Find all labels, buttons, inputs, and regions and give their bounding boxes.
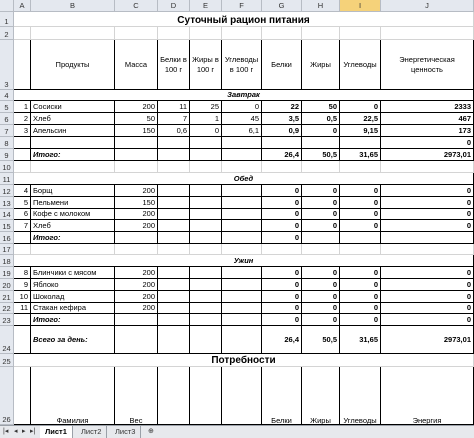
item-energy[interactable]: 0 [381,291,474,303]
header-protein-per100[interactable]: Белки в 100 г [158,40,190,90]
total-p[interactable]: 26,4 [262,149,302,161]
item-number[interactable]: 9 [14,279,31,291]
cell-D14[interactable] [158,209,190,220]
cell-E14[interactable] [190,209,222,220]
item-carb[interactable]: 0 [340,291,381,303]
cell-H8[interactable] [302,137,340,149]
item-carb[interactable]: 0 [340,279,381,291]
item-fat-per100[interactable]: 25 [190,101,222,113]
cell-C17[interactable] [115,244,158,255]
item-number[interactable]: 2 [14,113,31,125]
cell-D12[interactable] [158,185,190,197]
cell-D15[interactable] [158,220,190,232]
item-carb[interactable]: 0 [340,303,381,314]
cell-F9[interactable] [222,149,262,161]
item-mass[interactable]: 200 [115,209,158,220]
cell-A17[interactable] [14,244,31,255]
blank-energy[interactable]: 0 [381,137,474,149]
cell-F21[interactable] [222,291,262,303]
cell-B2[interactable] [31,27,115,40]
cell-A9[interactable] [14,149,31,161]
cell-A23[interactable] [14,314,31,326]
sheet-tab-bar [0,425,474,438]
item-fat[interactable]: 0 [302,209,340,220]
cell-C23[interactable] [115,314,158,326]
row-header-5[interactable]: 5 [0,101,14,113]
needs-header-protein[interactable]: Белки [262,367,302,425]
item-name[interactable]: Кофе с молоком [31,209,115,220]
cell-G2[interactable] [262,27,302,40]
row-header-17[interactable]: 17 [0,244,14,255]
cell-C9[interactable] [115,149,158,161]
header-protein[interactable]: Белки [262,40,302,90]
cell-D22[interactable] [158,303,190,314]
cell-F8[interactable] [222,137,262,149]
item-number[interactable]: 11 [14,303,31,314]
item-protein-per100[interactable]: 0,6 [158,125,190,137]
total-c[interactable]: 0 [340,314,381,326]
item-energy[interactable]: 173 [381,125,474,137]
needs-header-fat[interactable]: Жиры [302,367,340,425]
prev-sheet-icon[interactable]: ◂ [14,428,18,435]
cell-D8[interactable] [158,137,190,149]
cell-J2[interactable] [381,27,474,40]
item-mass[interactable]: 150 [115,197,158,209]
total-c[interactable]: 31,65 [340,326,381,354]
item-protein[interactable]: 3,5 [262,113,302,125]
item-carb[interactable]: 0 [340,197,381,209]
row-header-8[interactable]: 8 [0,137,14,149]
cell-C24[interactable] [115,326,158,354]
column-header-I[interactable]: I [340,0,381,12]
total-c[interactable]: 31,65 [340,149,381,161]
item-carb[interactable]: 0 [340,101,381,113]
item-carb-per100[interactable]: 6,1 [222,125,262,137]
row-header-7[interactable]: 7 [0,125,14,137]
item-name[interactable]: Блинчики с мясом [31,267,115,279]
cell-F15[interactable] [222,220,262,232]
next-sheet-icon[interactable]: ▸ [22,428,26,435]
cell-A24[interactable] [14,326,31,354]
cell-E12[interactable] [190,185,222,197]
cell-D17[interactable] [158,244,190,255]
cell-E21[interactable] [190,291,222,303]
row-header-6[interactable]: 6 [0,113,14,125]
cell-C2[interactable] [115,27,158,40]
row-header-19[interactable]: 19 [0,267,14,279]
row-header-3[interactable]: 3 [0,40,14,90]
item-energy[interactable]: 0 [381,279,474,291]
column-header-J[interactable]: J [381,0,474,12]
cell-E8[interactable] [190,137,222,149]
total-label[interactable]: Итого: [31,149,115,161]
item-fat[interactable]: 50 [302,101,340,113]
item-protein-per100[interactable]: 7 [158,113,190,125]
item-name[interactable]: Стакан кефира [31,303,115,314]
cell-D2[interactable] [158,27,190,40]
cell-E19[interactable] [190,267,222,279]
total-c[interactable] [340,232,381,244]
cell-D9[interactable] [158,149,190,161]
section-breakfast[interactable]: Завтрак [14,90,474,101]
total-e[interactable] [381,232,474,244]
item-protein[interactable]: 0 [262,279,302,291]
needs-header-surname[interactable]: Фамилия [31,367,115,425]
row-header-21[interactable]: 21 [0,291,14,303]
item-protein[interactable]: 0 [262,185,302,197]
item-protein[interactable]: 0 [262,220,302,232]
cell-D10[interactable] [158,161,190,173]
row-header-13[interactable]: 13 [0,197,14,209]
item-mass[interactable]: 50 [115,113,158,125]
total-p[interactable]: 26,4 [262,326,302,354]
header-products[interactable]: Продукты [31,40,115,90]
item-protein[interactable]: 22 [262,101,302,113]
section-lunch[interactable]: Обед [14,173,474,185]
header-fat-per100[interactable]: Жиры в 100 г [190,40,222,90]
item-energy[interactable]: 0 [381,220,474,232]
item-fat[interactable]: 0 [302,279,340,291]
item-fat[interactable]: 0 [302,197,340,209]
cell-D24[interactable] [158,326,190,354]
total-label[interactable]: Итого: [31,314,115,326]
item-energy[interactable]: 2333 [381,101,474,113]
item-fat[interactable]: 0 [302,267,340,279]
item-carb-per100[interactable]: 45 [222,113,262,125]
needs-header-energy[interactable]: Энергия [381,367,474,425]
cell-E2[interactable] [190,27,222,40]
cell-J10[interactable] [381,161,474,173]
item-energy[interactable]: 0 [381,185,474,197]
header-energy[interactable]: Энергетическая ценность [381,40,474,90]
cell-F12[interactable] [222,185,262,197]
row-header-16[interactable]: 16 [0,232,14,244]
item-fat-per100[interactable]: 1 [190,113,222,125]
cell-E20[interactable] [190,279,222,291]
item-mass[interactable]: 200 [115,303,158,314]
item-energy[interactable]: 0 [381,267,474,279]
cell-F23[interactable] [222,314,262,326]
item-energy[interactable]: 467 [381,113,474,125]
column-header-G[interactable]: G [262,0,302,12]
item-fat[interactable]: 0 [302,220,340,232]
cell-H17[interactable] [302,244,340,255]
cell-D13[interactable] [158,197,190,209]
cell-J17[interactable] [381,244,474,255]
item-energy[interactable]: 0 [381,209,474,220]
cell-H10[interactable] [302,161,340,173]
item-carb[interactable]: 9,15 [340,125,381,137]
header-carb-per100[interactable]: Углеводы в 100 г [222,40,262,90]
item-fat[interactable]: 0 [302,185,340,197]
row-header-4[interactable]: 4 [0,90,14,101]
item-number[interactable]: 3 [14,125,31,137]
item-name[interactable]: Апельсин [31,125,115,137]
item-fat-per100[interactable]: 0 [190,125,222,137]
cell-E17[interactable] [190,244,222,255]
cell-A8[interactable] [14,137,31,149]
item-mass[interactable]: 200 [115,220,158,232]
item-number[interactable]: 5 [14,197,31,209]
last-sheet-icon[interactable]: ▸| [30,428,36,435]
cell-I8[interactable] [340,137,381,149]
item-carb[interactable]: 0 [340,267,381,279]
column-header-B[interactable]: B [31,0,115,12]
cell-C8[interactable] [115,137,158,149]
cell-B17[interactable] [31,244,115,255]
cell-E24[interactable] [190,326,222,354]
column-header-A[interactable]: A [14,0,31,12]
cell-F14[interactable] [222,209,262,220]
column-header-C[interactable]: C [115,0,158,12]
needs-header-blank[interactable] [222,367,262,425]
tab-sheet2[interactable]: Лист2 [76,426,107,438]
cell-F13[interactable] [222,197,262,209]
item-fat[interactable]: 0 [302,303,340,314]
insert-sheet-icon[interactable]: ⊕ [148,428,154,435]
total-e[interactable]: 2973,01 [381,149,474,161]
needs-header-carb[interactable]: Углеводы [340,367,381,425]
tab-sheet3[interactable]: Лист3 [110,426,141,438]
item-carb[interactable]: 0 [340,185,381,197]
item-number[interactable]: 6 [14,209,31,220]
item-carb[interactable]: 22,5 [340,113,381,125]
total-p[interactable]: 0 [262,232,302,244]
cell-G10[interactable] [262,161,302,173]
item-number[interactable]: 7 [14,220,31,232]
section-dinner[interactable]: Ужин [14,255,474,267]
sheet-title[interactable]: Суточный рацион питания [14,12,474,27]
item-energy[interactable]: 0 [381,303,474,314]
item-name[interactable]: Яблоко [31,279,115,291]
cell-H2[interactable] [302,27,340,40]
row-header-25[interactable]: 25 [0,354,14,367]
total-f[interactable]: 50,5 [302,326,340,354]
tab-sheet1[interactable]: Лист1 [40,426,73,438]
select-all-corner[interactable] [0,0,14,12]
item-name[interactable]: Пельмени [31,197,115,209]
cell-E15[interactable] [190,220,222,232]
row-header-22[interactable]: 22 [0,303,14,314]
item-protein[interactable]: 0 [262,197,302,209]
total-e[interactable]: 2973,01 [381,326,474,354]
cell-D16[interactable] [158,232,190,244]
cell-A16[interactable] [14,232,31,244]
item-protein[interactable]: 0 [262,267,302,279]
row-header-14[interactable]: 14 [0,209,14,220]
cell-A2[interactable] [14,27,31,40]
total-label[interactable]: Всего за день: [31,326,115,354]
item-mass[interactable]: 150 [115,125,158,137]
cell-F16[interactable] [222,232,262,244]
cell-E13[interactable] [190,197,222,209]
item-mass[interactable]: 200 [115,267,158,279]
row-header-26[interactable]: 26 [0,367,14,425]
cell-B8[interactable] [31,137,115,149]
needs-header-blank[interactable] [14,367,31,425]
cell-I10[interactable] [340,161,381,173]
cell-F17[interactable] [222,244,262,255]
cell-E10[interactable] [190,161,222,173]
total-f[interactable] [302,232,340,244]
total-f[interactable]: 50,5 [302,149,340,161]
cell-E16[interactable] [190,232,222,244]
column-header-F[interactable]: F [222,0,262,12]
cell-B10[interactable] [31,161,115,173]
row-header-10[interactable]: 10 [0,161,14,173]
total-p[interactable]: 0 [262,314,302,326]
item-name[interactable]: Шоколад [31,291,115,303]
cell-D19[interactable] [158,267,190,279]
first-sheet-icon[interactable]: |◂ [3,428,9,435]
row-header-12[interactable]: 12 [0,185,14,197]
row-header-15[interactable]: 15 [0,220,14,232]
cell-D21[interactable] [158,291,190,303]
needs-title[interactable]: Потребности [14,354,474,367]
column-header-H[interactable]: H [302,0,340,12]
cell-C10[interactable] [115,161,158,173]
row-header-18[interactable]: 18 [0,255,14,267]
item-name[interactable]: Хлеб [31,220,115,232]
cell-E22[interactable] [190,303,222,314]
cell-E9[interactable] [190,149,222,161]
cell-F22[interactable] [222,303,262,314]
item-energy[interactable]: 0 [381,197,474,209]
item-number[interactable]: 10 [14,291,31,303]
item-fat[interactable]: 0 [302,291,340,303]
row-header-24[interactable]: 24 [0,326,14,354]
item-name[interactable]: Борщ [31,185,115,197]
row-header-11[interactable]: 11 [0,173,14,185]
cell-F10[interactable] [222,161,262,173]
cell-C16[interactable] [115,232,158,244]
item-carb[interactable]: 0 [340,220,381,232]
item-number[interactable]: 8 [14,267,31,279]
cell-D20[interactable] [158,279,190,291]
item-name[interactable]: Хлеб [31,113,115,125]
item-protein[interactable]: 0 [262,209,302,220]
item-fat[interactable]: 0,5 [302,113,340,125]
item-carb-per100[interactable]: 0 [222,101,262,113]
needs-header-blank[interactable] [158,367,190,425]
cell-G17[interactable] [262,244,302,255]
item-mass[interactable]: 200 [115,279,158,291]
column-header-E[interactable]: E [190,0,222,12]
item-mass[interactable]: 200 [115,291,158,303]
cell-I17[interactable] [340,244,381,255]
item-protein[interactable]: 0 [262,291,302,303]
item-name[interactable]: Сосиски [31,101,115,113]
cell-F20[interactable] [222,279,262,291]
item-number[interactable]: 1 [14,101,31,113]
cell-E23[interactable] [190,314,222,326]
needs-header-weight[interactable]: Вес [115,367,158,425]
row-header-1[interactable]: 1 [0,12,14,27]
row-header-23[interactable]: 23 [0,314,14,326]
cell-F2[interactable] [222,27,262,40]
total-label[interactable]: Итого: [31,232,115,244]
header-blank[interactable] [14,40,31,90]
cell-F24[interactable] [222,326,262,354]
cell-F19[interactable] [222,267,262,279]
item-number[interactable]: 4 [14,185,31,197]
row-header-9[interactable]: 9 [0,149,14,161]
total-e[interactable]: 0 [381,314,474,326]
cell-D23[interactable] [158,314,190,326]
needs-header-blank[interactable] [190,367,222,425]
item-carb[interactable]: 0 [340,209,381,220]
cell-A10[interactable] [14,161,31,173]
row-header-20[interactable]: 20 [0,279,14,291]
column-header-D[interactable]: D [158,0,190,12]
header-carb[interactable]: Углеводы [340,40,381,90]
item-fat[interactable]: 0 [302,125,340,137]
header-fat[interactable]: Жиры [302,40,340,90]
item-protein[interactable]: 0 [262,303,302,314]
total-f[interactable]: 0 [302,314,340,326]
item-mass[interactable]: 200 [115,101,158,113]
header-mass[interactable]: Масса [115,40,158,90]
row-header-2[interactable]: 2 [0,27,14,40]
cell-G8[interactable] [262,137,302,149]
item-mass[interactable]: 200 [115,185,158,197]
item-protein[interactable]: 0,9 [262,125,302,137]
cell-I2[interactable] [340,27,381,40]
item-protein-per100[interactable]: 11 [158,101,190,113]
